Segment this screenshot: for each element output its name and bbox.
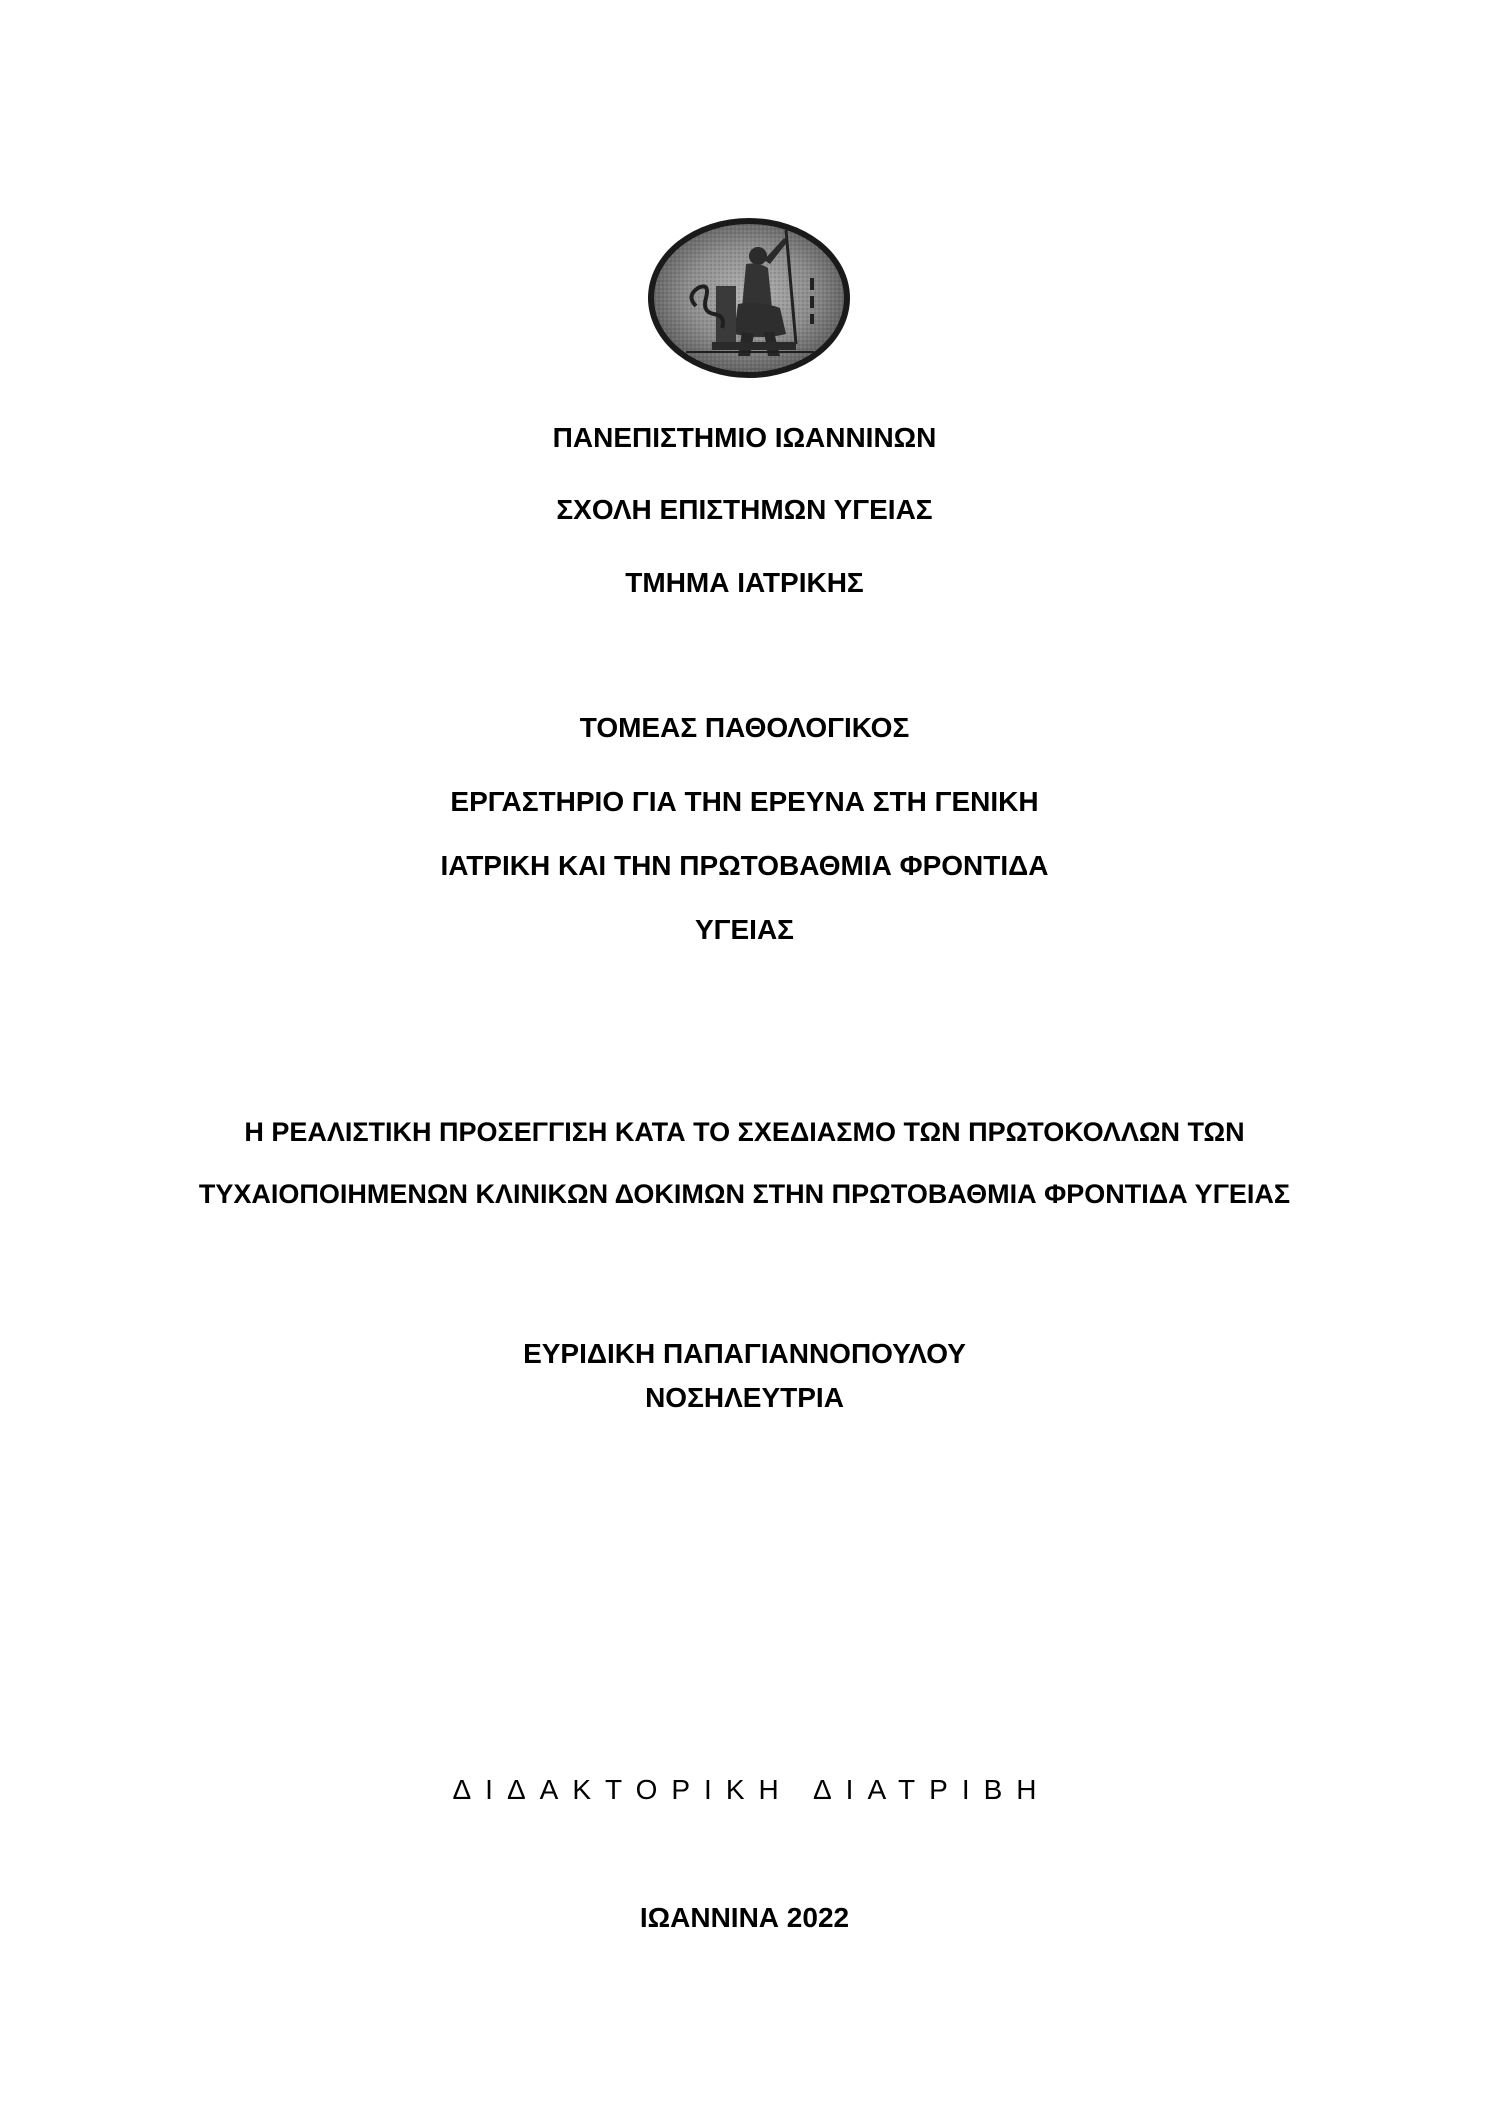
author-name: ΕΥΡΙΔΙΚΗ ΠΑΠΑΓΙΑΝΝΟΠΟΥΛΟΥ bbox=[523, 1338, 966, 1369]
school-name: ΣΧΟΛΗ ΕΠΙΣΤΗΜΩΝ ΥΓΕΙΑΣ bbox=[556, 494, 933, 525]
sector-name: ΤΟΜΕΑΣ ΠΑΘΟΛΟΓΙΚΟΣ bbox=[579, 712, 910, 743]
university-seal-coin-icon bbox=[646, 216, 852, 380]
lab-name-line-1: ΕΡΓΑΣΤΗΡΙΟ ΓΙΑ ΤΗΝ ΕΡΕΥΝΑ ΣΤΗ ΓΕΝΙΚΗ bbox=[450, 786, 1039, 817]
lab-name-line-3: ΥΓΕΙΑΣ bbox=[695, 914, 794, 945]
author-role: ΝΟΣΗΛΕΥΤΡΙΑ bbox=[645, 1382, 844, 1413]
lab-name-line-2: ΙΑΤΡΙΚΗ ΚΑΙ ΤΗΝ ΠΡΩΤΟΒΑΘΜΙΑ ΦΡΟΝΤΙΔΑ bbox=[440, 850, 1049, 881]
thesis-title-line-1: Η ΡΕΑΛΙΣΤΙΚΗ ΠΡΟΣΕΓΓΙΣΗ ΚΑΤΑ ΤΟ ΣΧΕΔΙΑΣΜΟ ΤΩΝ ΠΡΩΤΟΚΟΛΛΩΝ ΤΩΝ bbox=[244, 1117, 1245, 1147]
department-name: ΤΜΗΜΑ ΙΑΤΡΙΚΗΣ bbox=[625, 567, 864, 598]
university-name: ΠΑΝΕΠΙΣΤΗΜΙΟ ΙΩΑΝΝΙΝΩΝ bbox=[552, 422, 937, 453]
document-type: ΔΙΔΑΚΤΟΡΙΚΗ ΔΙΑΤΡΙΒΗ bbox=[452, 1774, 1051, 1805]
place-and-year: ΙΩΑΝΝΙΝΑ 2022 bbox=[639, 1902, 850, 1933]
thesis-title-line-2: ΤΥΧΑΙΟΠΟΙΗΜΕΝΩΝ ΚΛΙΝΙΚΩΝ ΔΟΚΙΜΩΝ ΣΤΗΝ ΠΡΩΤΟΒΑΘΜΙΑ ΦΡΟΝΤΙΔΑ ΥΓΕΙΑΣ bbox=[198, 1179, 1291, 1209]
